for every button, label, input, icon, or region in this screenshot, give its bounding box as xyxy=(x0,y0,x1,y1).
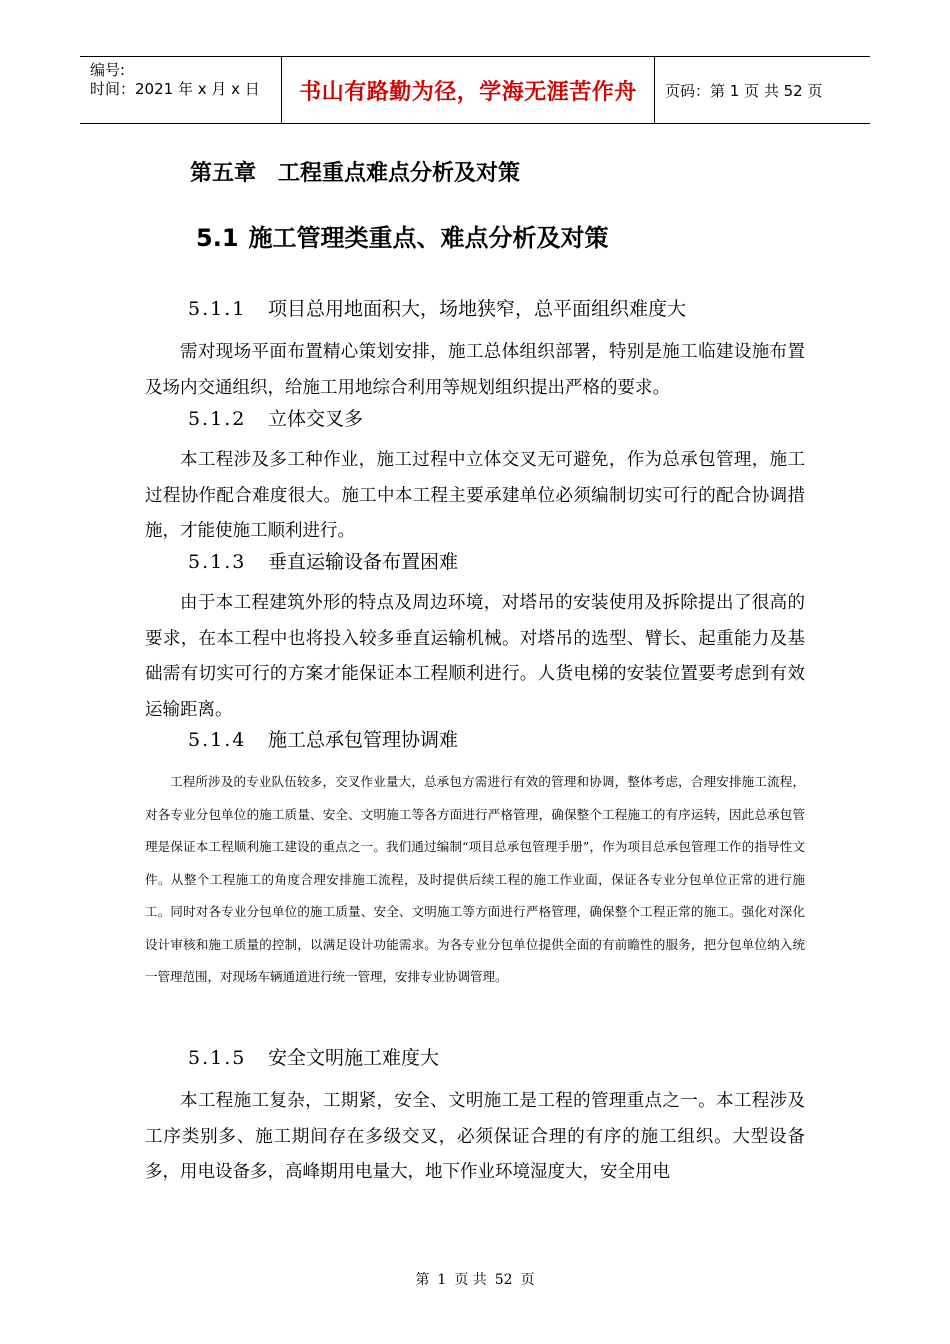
paragraph: 本工程施工复杂，工期紧，安全、文明施工是工程的管理重点之一。本工程涉及工序类别多、施工期间存在多级交叉，必须保证合理的有序的施工组织。大型设备多，用电设备多，高峰期用电量大，地下作业环境湿度大，安全用电 xyxy=(145,1091,805,1182)
paragraph-small: 工程所涉及的专业队伍较多，交叉作业量大，总承包方需进行有效的管理和协调，整体考虑，合理安排施工流程，对各专业分包单位的施工质量、安全、文明施工等各方面进行严格管理，确保整个工程施工的有序运转，因此总承包管理是保证本工程顺利施工建设的重点之一。我们通过编制“项目总承包管理手册”，作为项目总承包管理工作的指导性文件。从整个工程施工的角度合理安排施工流程，及时提供后续工程的施工作业面，保证各专业分包单位正常的进行施工。同时对各专业分包单位的施工质量、安全、文明施工等方面进行严格管理，确保整个工程正常的施工。强化对深化设计审核和施工质量的控制，以满足设计功能需求。为各专业分包单位提供全面的有前瞻性的服务，把分包单位纳入统一管理范围，对现场车辆通道进行统一管理，安排专业协调管理。 xyxy=(145,774,805,984)
footer-page-number: 1 xyxy=(437,1272,447,1288)
subsection-title: 立体交叉多 xyxy=(268,408,364,430)
page-footer xyxy=(0,1269,950,1289)
paragraph: 本工程涉及多工种作业，施工过程中立体交叉无可避免，作为总承包管理，施工过程协作配合难度很大。施工中本工程主要承建单位必须编制切实可行的配合协调措施，才能使施工顺利进行。 xyxy=(145,450,805,541)
subsection-heading xyxy=(188,725,458,752)
section-title: 施工管理类重点、难点分析及对策 xyxy=(248,224,609,252)
footer-prefix: 第 xyxy=(415,1272,430,1288)
header-meta xyxy=(80,57,282,123)
chapter-number: 第五章 xyxy=(190,161,257,186)
footer-suffix: 页 xyxy=(520,1272,535,1288)
subsection-title: 安全文明施工难度大 xyxy=(268,1047,440,1069)
section-heading xyxy=(196,218,609,253)
subsection-heading xyxy=(188,1043,439,1070)
subsection-number: 5.1.1 xyxy=(188,298,247,320)
subsection-heading xyxy=(188,294,686,321)
chapter-heading xyxy=(190,156,520,187)
footer-mid: 页 共 xyxy=(454,1272,487,1288)
subsection-number: 5.1.5 xyxy=(188,1047,247,1069)
subsection-heading xyxy=(188,404,363,431)
subsection-title: 项目总用地面积大，场地狭窄，总平面组织难度大 xyxy=(268,298,687,320)
document-code-label: 编号: xyxy=(90,61,126,79)
subsection-title: 垂直运输设备布置困难 xyxy=(268,551,459,573)
subsection-number: 5.1.2 xyxy=(188,408,247,430)
paragraph: 由于本工程建筑外形的特点及周边环境，对塔吊的安装使用及拆除提出了很高的要求，在本工程中也将投入较多垂直运输机械。对塔吊的选型、臂长、起重能力及基础需有切实可行的方案才能保证本工程顺利进行。人货电梯的安装位置要考虑到有效运输距离。 xyxy=(145,593,805,720)
subsection-heading xyxy=(188,547,458,574)
section-number: 5.1 xyxy=(196,224,239,252)
document-date: 时间：2021 年 x 月 x 日 xyxy=(90,80,260,98)
subsection-number: 5.1.4 xyxy=(188,729,247,751)
paragraph: 需对现场平面布置精心策划安排，施工总体组织部署，特别是施工临建设施布置及场内交通组织，给施工用地综合利用等规划组织提出严格的要求。 xyxy=(145,342,805,398)
chapter-title: 工程重点难点分析及对策 xyxy=(278,161,521,186)
subsection-title: 施工总承包管理协调难 xyxy=(268,729,459,751)
subsection-number: 5.1.3 xyxy=(188,551,247,573)
header-page-info: 页码：第 1 页 共 52 页 xyxy=(665,81,823,100)
page-header xyxy=(80,56,870,124)
footer-total-pages: 52 xyxy=(494,1272,513,1288)
header-motto: 书山有路勤为径，学海无涯苦作舟 xyxy=(282,57,655,123)
